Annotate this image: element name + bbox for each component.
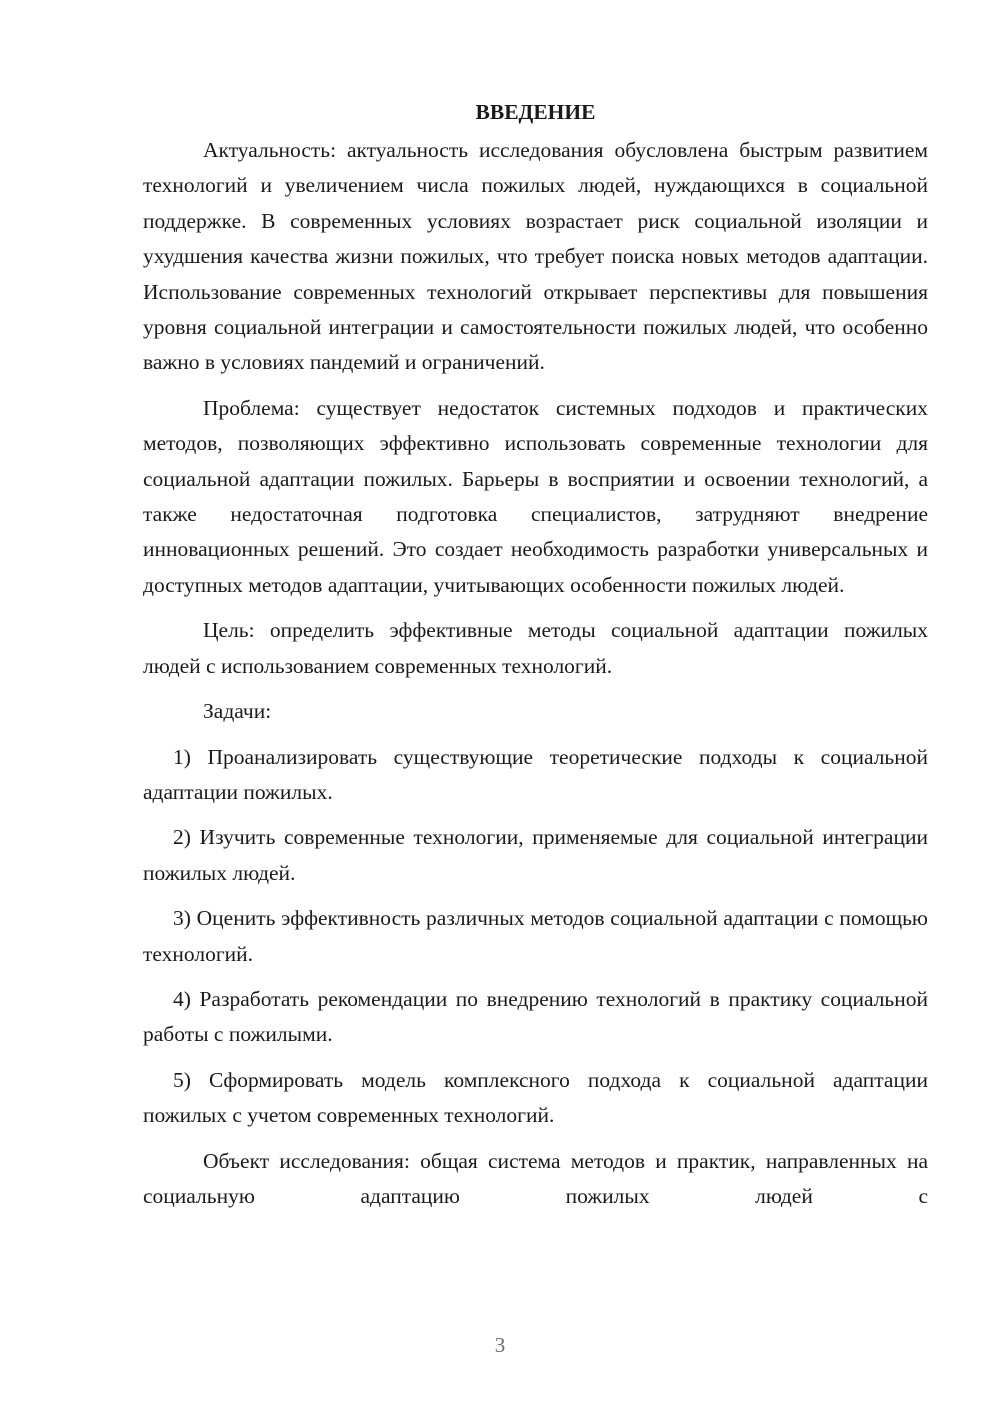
task-item-2: 2) Изучить современные технологии, применяемые для социальной интеграции пожилых людей. — [143, 825, 928, 885]
task-item-1: 1) Проанализировать существующие теоретические подходы к социальной адаптации пожилых. — [143, 744, 928, 804]
page-number: 3 — [494, 1333, 506, 1357]
section-heading: ВВЕДЕНИЕ — [475, 100, 596, 124]
tasks-label: Задачи: — [203, 699, 272, 724]
task-item-3: 3) Оценить эффективность различных методов социальной адаптации с помощью технологий. — [143, 906, 928, 966]
problem-paragraph: Проблема: существует недостаток системных подходов и практических методов, позволяющих эффективно использовать современные технологии для социальной адаптации пожилых. Барьеры в восприятии и освоении технологий, а также недостаточная подготовка специалистов, затрудняют внедрение инновационных решений. Это создает необходимость разработки универсальных и доступных методов адаптации, учитывающих особенности пожилых людей. — [143, 395, 928, 597]
relevance-paragraph: Актуальность: актуальность исследования обусловлена быстрым развитием технологий и увеличением числа пожилых людей, нуждающихся в социальной поддержке. В современных условиях возрастает риск социальной изоляции и ухудшения качества жизни пожилых, что требует поиска новых методов адаптации. Использование современных технологий открывает перспективы для повышения уровня социальной интеграции и самостоятельности пожилых людей, что особенно важно в условиях пандемий и ограничений. — [143, 138, 928, 375]
task-item-5: 5) Сформировать модель комплексного подхода к социальной адаптации пожилых с учетом современных технологий. — [143, 1067, 928, 1128]
task-item-4: 4) Разработать рекомендации по внедрению технологий в практику социальной работы с пожилыми. — [143, 986, 928, 1047]
goal-paragraph: Цель: определить эффективные методы социальной адаптации пожилых людей с использованием современных технологий. — [143, 618, 928, 678]
object-paragraph: Объект исследования: общая система методов и практик, направленных на социальную адаптацию пожилых людей с — [143, 1148, 928, 1208]
page-content — [143, 96, 928, 1214]
